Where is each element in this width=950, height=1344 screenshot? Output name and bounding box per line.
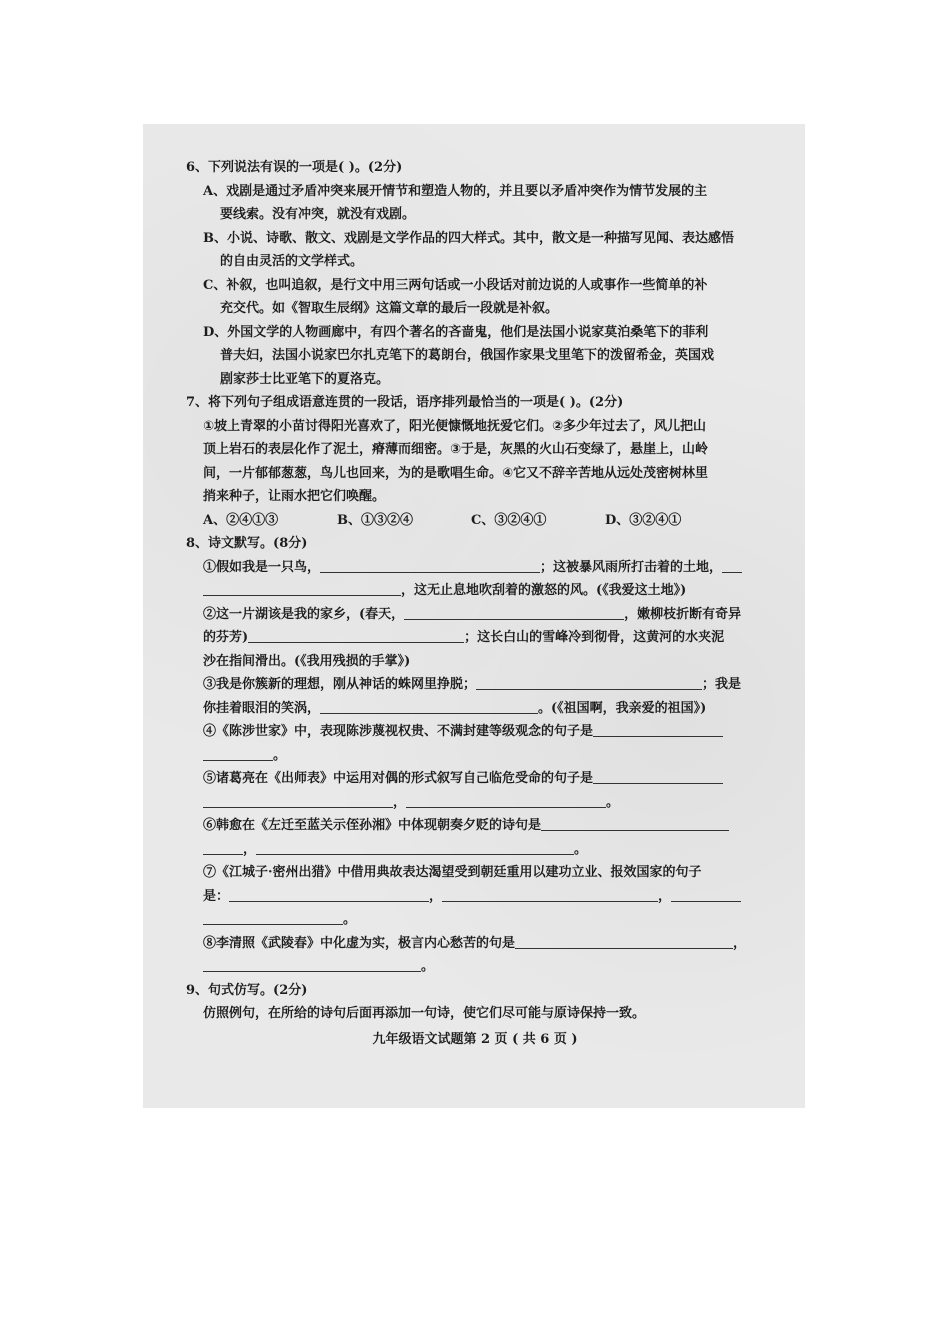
q8-item1-line2 bbox=[186, 579, 764, 603]
q8-item7-line2 bbox=[186, 885, 764, 909]
q8-item5-line1 bbox=[186, 767, 764, 791]
q8-item7-line3 bbox=[186, 908, 764, 932]
q8-item8-text-b: ， bbox=[733, 935, 747, 951]
q8-item6-line2 bbox=[186, 838, 764, 862]
q8-item3-text-a: ③我是你簇新的理想，刚从神话的蛛网里挣脱； bbox=[203, 677, 477, 692]
q8-item4-blank2 bbox=[203, 746, 273, 761]
q6-option-d-line2: 普夫妇，法国小说家巴尔扎克笔下的葛朗台，俄国作家果戈里笔下的泼留希金，英国戏 bbox=[220, 348, 715, 363]
q8-item2-text-a: ②这一片湖该是我的家乡，(春天， bbox=[203, 606, 405, 622]
q8-item7-text-d: ， bbox=[658, 888, 672, 904]
q8-item7-blank4 bbox=[203, 910, 343, 925]
q8-item6-text-b: ， bbox=[243, 841, 257, 857]
q8-item6-blank2 bbox=[203, 840, 243, 855]
q8-stem: 8、诗文默写。(8分) bbox=[186, 536, 308, 551]
q7-passage-line4: 捎来种子，让雨水把它们唤醒。 bbox=[203, 489, 386, 504]
q8-item7-blank2 bbox=[442, 887, 658, 902]
q8-item1-blank1 bbox=[320, 558, 540, 573]
q8-item8-line2 bbox=[186, 955, 764, 979]
q8-item1-text-c: ，这无止息地吹刮着的激怒的风。(《我爱这土地》) bbox=[401, 583, 687, 598]
q8-item5-text-c: 。 bbox=[606, 794, 620, 810]
q8-item2-text-d: ；这长白山的雪峰冷到彻骨，这黄河的水夹泥 bbox=[464, 630, 725, 645]
q8-item1-blank2-start bbox=[722, 558, 742, 573]
q8-item1-blank2 bbox=[203, 581, 401, 596]
q8-item7-text-e: 。 bbox=[343, 912, 357, 927]
q6-option-b-line2: 的自由灵活的文学样式。 bbox=[220, 254, 364, 269]
q8-item4-line1 bbox=[186, 720, 764, 744]
q7-option-a: A、②④①③ bbox=[203, 512, 279, 528]
q7-option-d: D、③②④① bbox=[605, 512, 682, 528]
q8-item5-text-a: ⑤诸葛亮在《出师表》中运用对偶的形式叙写自己临危受命的句子是 bbox=[203, 771, 594, 786]
q8-item5-blank3 bbox=[406, 793, 606, 808]
q8-item8-line1 bbox=[186, 932, 764, 956]
q8-item3-blank1 bbox=[476, 675, 702, 690]
q8-item7-blank1 bbox=[229, 887, 429, 902]
page-footer: 九年级语文试题第 2 页 ( 共 6 页 ) bbox=[372, 1031, 578, 1047]
q8-item8-blank2 bbox=[203, 957, 421, 972]
q8-item5-line2 bbox=[186, 791, 764, 815]
q8-item3-blank2 bbox=[320, 699, 538, 714]
q9-stem: 9、句式仿写。(2分) bbox=[186, 982, 308, 998]
q8-item8-text-c: 。 bbox=[421, 959, 435, 974]
q7-passage-line2: 顶上岩石的表层化作了泥土，瘠薄而细密。③于是，灰黑的火山石变绿了，悬崖上，山岭 bbox=[203, 442, 709, 457]
q8-item2-blank1 bbox=[404, 605, 624, 620]
q8-item6-text-a: ⑥韩愈在《左迁至蓝关示侄孙湘》中体现朝奏夕贬的诗句是 bbox=[203, 818, 542, 833]
q8-item3-text-c: 你挂着眼泪的笑涡， bbox=[203, 700, 321, 716]
q8-item2-line1 bbox=[186, 603, 764, 627]
q7-passage-line3: 间，一片郁郁葱葱，鸟儿也回来，为的是歌唱生命。④它又不辞辛苦地从远处茂密树林里 bbox=[203, 465, 709, 481]
q6-option-d-line3: 剧家莎士比亚笔下的夏洛克。 bbox=[220, 371, 390, 387]
q6-stem: 6、下列说法有误的一项是( )。(2分) bbox=[186, 160, 403, 175]
q8-item6-blank3 bbox=[256, 840, 574, 855]
q8-item2-text-b: ，嫩柳枝折断有奇异 bbox=[624, 606, 742, 622]
q6-option-a-line1: A、戏剧是通过矛盾冲突来展开情节和塑造人物的，并且要以矛盾冲突作为情节发展的主 bbox=[203, 183, 708, 199]
q8-item4-text-a: ④《陈涉世家》中，表现陈涉蔑视权贵、不满封建等级观念的句子是 bbox=[203, 724, 594, 739]
q8-item2-line3: 沙在指间滑出。(《我用残损的手掌》) bbox=[203, 653, 411, 669]
q8-item4-blank1 bbox=[593, 722, 723, 737]
q8-item1-text-b: ；这被暴风雨所打击着的土地， bbox=[540, 559, 723, 575]
q8-item7-text-b: 是： bbox=[203, 888, 230, 904]
q6-option-c-line2: 充交代。如《智取生辰纲》这篇文章的最后一段就是补叙。 bbox=[220, 301, 559, 316]
q8-item6-blank1 bbox=[541, 816, 729, 831]
q7-options bbox=[186, 509, 764, 533]
q8-item5-blank1 bbox=[593, 769, 723, 784]
q8-item5-blank2 bbox=[203, 793, 393, 808]
q6-option-c-line1: C、补叙，也叫追叙，是行文中用三两句话或一小段话对前边说的人或事作一些简单的补 bbox=[203, 277, 708, 293]
q7-passage-line1: ①坡上青翠的小苗讨得阳光喜欢了，阳光便慷慨地抚爱它们。②多少年过去了，风儿把山 bbox=[203, 418, 707, 434]
q8-item3-line1 bbox=[186, 673, 764, 697]
q8-item7-text-c: ， bbox=[429, 888, 443, 904]
q8-item4-text-b: 。 bbox=[273, 747, 287, 763]
q8-item2-text-c: 的芬芳) bbox=[203, 630, 249, 645]
q9-instruction: 仿照例句，在所给的诗句后面再添加一句诗，使它们尽可能与原诗保持一致。 bbox=[203, 1006, 646, 1021]
q8-item6-line1 bbox=[186, 814, 764, 838]
q8-item1-line1 bbox=[186, 556, 764, 580]
q8-item8-text-a: ⑧李清照《武陵春》中化虚为实，极言内心愁苦的句是 bbox=[203, 935, 516, 951]
q6-option-d-line1: D、外国文学的人物画廊中，有四个著名的吝啬鬼，他们是法国小说家莫泊桑笔下的菲利 bbox=[203, 324, 709, 340]
q8-item6-text-c: 。 bbox=[574, 841, 588, 857]
q7-stem: 7、将下列句子组成语意连贯的一段话，语序排列最恰当的一项是( )。(2分) bbox=[186, 395, 624, 410]
q8-item3-text-d: 。(《祖国啊，我亲爱的祖国》) bbox=[538, 700, 707, 716]
q8-item2-line2 bbox=[186, 626, 764, 650]
q8-item5-text-b: ， bbox=[393, 794, 407, 810]
q8-item4-line2 bbox=[186, 744, 764, 768]
q8-item8-blank1 bbox=[515, 934, 733, 949]
q7-option-b: B、①③②④ bbox=[337, 512, 413, 528]
q8-item7-line1: ⑦《江城子·密州出猎》中借用典故表达渴望受到朝廷重用以建功立业、报效国家的句子 bbox=[203, 865, 702, 880]
q6-option-b-line1: B、小说、诗歌、散文、戏剧是文学作品的四大样式。其中，散文是一种描写见闻、表达感悟 bbox=[203, 230, 734, 246]
q7-option-c: C、③②④① bbox=[471, 512, 547, 528]
q8-item2-blank2 bbox=[248, 628, 464, 643]
q8-item7-blank3 bbox=[671, 887, 741, 902]
q8-item3-text-b: ；我是 bbox=[702, 677, 742, 692]
q8-item1-text-a: ①假如我是一只鸟， bbox=[203, 559, 321, 575]
q6-option-a-line2: 要线索。没有冲突，就没有戏剧。 bbox=[220, 207, 416, 222]
exam-content bbox=[186, 156, 764, 1051]
q8-item3-line2 bbox=[186, 697, 764, 721]
